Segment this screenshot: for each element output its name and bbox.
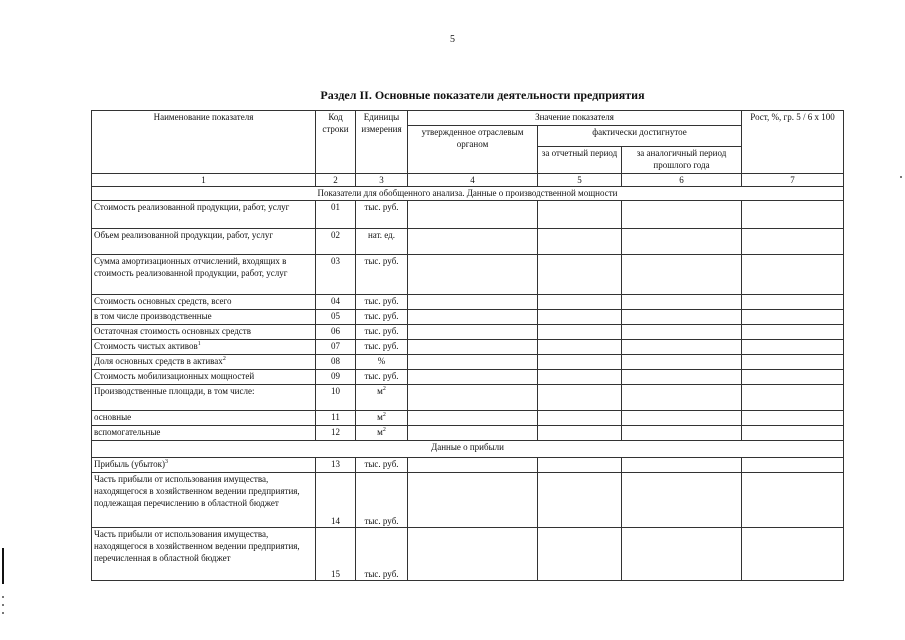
table-row bbox=[92, 295, 844, 310]
cell-prev-year[interactable] bbox=[622, 201, 742, 229]
cell-prev-year[interactable] bbox=[622, 473, 742, 528]
cell-reporting[interactable] bbox=[538, 385, 622, 411]
cell-prev-year[interactable] bbox=[622, 458, 742, 473]
row-unit: тыс. руб. bbox=[356, 310, 408, 325]
cell-prev-year[interactable] bbox=[622, 255, 742, 295]
table-row bbox=[92, 310, 844, 325]
cell-growth[interactable] bbox=[742, 310, 844, 325]
row-code: 12 bbox=[316, 426, 356, 441]
cell-reporting[interactable] bbox=[538, 411, 622, 426]
table-row bbox=[92, 355, 844, 370]
cell-prev-year[interactable] bbox=[622, 295, 742, 310]
scan-edge-dot bbox=[900, 176, 902, 178]
row-unit: тыс. руб. bbox=[356, 528, 408, 581]
col-number: 3 bbox=[356, 174, 408, 187]
unit-text: м bbox=[377, 386, 383, 396]
cell-reporting[interactable] bbox=[538, 310, 622, 325]
header-prev-year-period: за аналогичный период прошлого года bbox=[622, 147, 742, 174]
cell-growth[interactable] bbox=[742, 411, 844, 426]
row-code: 08 bbox=[316, 355, 356, 370]
cell-reporting[interactable] bbox=[538, 528, 622, 581]
row-unit bbox=[356, 411, 408, 426]
row-code: 04 bbox=[316, 295, 356, 310]
header-reporting-period: за отчетный период bbox=[538, 147, 622, 174]
row-unit bbox=[356, 385, 408, 411]
unit-text: м bbox=[377, 427, 383, 437]
cell-growth[interactable] bbox=[742, 355, 844, 370]
cell-approved[interactable] bbox=[408, 355, 538, 370]
table-row bbox=[92, 473, 844, 528]
cell-approved[interactable] bbox=[408, 229, 538, 255]
cell-approved[interactable] bbox=[408, 310, 538, 325]
cell-prev-year[interactable] bbox=[622, 528, 742, 581]
row-name: в том числе производственные bbox=[92, 310, 316, 325]
row-code: 09 bbox=[316, 370, 356, 385]
cell-prev-year[interactable] bbox=[622, 229, 742, 255]
unit-sup: 2 bbox=[382, 427, 386, 433]
row-name bbox=[92, 458, 316, 473]
unit-sup: 2 bbox=[382, 412, 386, 418]
cell-growth[interactable] bbox=[742, 426, 844, 441]
section-profit-title: Данные о прибыли bbox=[92, 441, 844, 458]
row-name: вспомогательные bbox=[92, 426, 316, 441]
row-code: 05 bbox=[316, 310, 356, 325]
unit-sup: 2 bbox=[382, 386, 386, 392]
row-name bbox=[92, 355, 316, 370]
row-code: 06 bbox=[316, 325, 356, 340]
row-unit: % bbox=[356, 355, 408, 370]
header-code: Код строки bbox=[316, 111, 356, 174]
row-unit: тыс. руб. bbox=[356, 201, 408, 229]
row-code: 01 bbox=[316, 201, 356, 229]
cell-reporting[interactable] bbox=[538, 255, 622, 295]
cell-growth[interactable] bbox=[742, 325, 844, 340]
row-code: 03 bbox=[316, 255, 356, 295]
cell-approved[interactable] bbox=[408, 295, 538, 310]
col-number: 7 bbox=[742, 174, 844, 187]
row-name: Часть прибыли от использования имущества, находящегося в хозяйственном ведении предприятия, подлежащая перечислению в областной бюджет bbox=[92, 473, 316, 528]
row-name: основные bbox=[92, 411, 316, 426]
row-unit: тыс. руб. bbox=[356, 340, 408, 355]
cell-approved[interactable] bbox=[408, 255, 538, 295]
cell-prev-year[interactable] bbox=[622, 385, 742, 411]
cell-prev-year[interactable] bbox=[622, 411, 742, 426]
col-number: 1 bbox=[92, 174, 316, 187]
section-title: Раздел II. Основные показатели деятельности предприятия bbox=[320, 88, 645, 102]
footnote-mark: 3 bbox=[164, 459, 168, 465]
row-code: 02 bbox=[316, 229, 356, 255]
table-row bbox=[92, 325, 844, 340]
table-row bbox=[92, 411, 844, 426]
row-code: 07 bbox=[316, 340, 356, 355]
cell-growth[interactable] bbox=[742, 458, 844, 473]
table-row bbox=[92, 458, 844, 473]
table-row bbox=[92, 528, 844, 581]
page-number: 5 bbox=[450, 34, 455, 45]
row-name: Сумма амортизационных отчислений, входящих в стоимость реализованной продукции, работ, услуг bbox=[92, 255, 316, 295]
table-row bbox=[92, 229, 844, 255]
cell-reporting[interactable] bbox=[538, 473, 622, 528]
table-row bbox=[92, 370, 844, 385]
row-code: 13 bbox=[316, 458, 356, 473]
cell-approved[interactable] bbox=[408, 340, 538, 355]
scan-edge-dot bbox=[2, 612, 4, 614]
header-growth: Рост, %, гр. 5 / 6 х 100 bbox=[742, 111, 844, 174]
indicators-table bbox=[91, 110, 844, 581]
row-unit: тыс. руб. bbox=[356, 325, 408, 340]
row-name-text: Стоимость чистых активов bbox=[94, 341, 198, 351]
cell-growth[interactable] bbox=[742, 340, 844, 355]
row-unit: тыс. руб. bbox=[356, 295, 408, 310]
footnote-mark: 2 bbox=[222, 356, 226, 362]
header-name: Наименование показателя bbox=[92, 111, 316, 174]
table-row bbox=[92, 255, 844, 295]
cell-growth[interactable] bbox=[742, 528, 844, 581]
row-unit bbox=[356, 426, 408, 441]
cell-growth[interactable] bbox=[742, 385, 844, 411]
table-row bbox=[92, 340, 844, 355]
cell-growth[interactable] bbox=[742, 473, 844, 528]
cell-reporting[interactable] bbox=[538, 355, 622, 370]
row-unit: тыс. руб. bbox=[356, 255, 408, 295]
cell-prev-year[interactable] bbox=[622, 370, 742, 385]
row-code: 11 bbox=[316, 411, 356, 426]
cell-prev-year[interactable] bbox=[622, 426, 742, 441]
row-name: Производственные площади, в том числе: bbox=[92, 385, 316, 411]
row-name: Часть прибыли от использования имущества, находящегося в хозяйственном ведении предприятия, перечисленная в областной бюджет bbox=[92, 528, 316, 581]
row-name-text: Прибыль (убыток) bbox=[94, 459, 165, 469]
col-number: 2 bbox=[316, 174, 356, 187]
cell-growth[interactable] bbox=[742, 201, 844, 229]
row-name: Стоимость реализованной продукции, работ, услуг bbox=[92, 201, 316, 229]
cell-growth[interactable] bbox=[742, 229, 844, 255]
row-name: Стоимость основных средств, всего bbox=[92, 295, 316, 310]
table-row bbox=[92, 385, 844, 411]
row-code: 14 bbox=[316, 473, 356, 528]
row-name: Остаточная стоимость основных средств bbox=[92, 325, 316, 340]
cell-prev-year[interactable] bbox=[622, 310, 742, 325]
cell-growth[interactable] bbox=[742, 370, 844, 385]
cell-reporting[interactable] bbox=[538, 325, 622, 340]
column-numbers-row bbox=[92, 174, 844, 187]
cell-reporting[interactable] bbox=[538, 201, 622, 229]
cell-approved[interactable] bbox=[408, 201, 538, 229]
cell-reporting[interactable] bbox=[538, 340, 622, 355]
table-row bbox=[92, 426, 844, 441]
col-number: 6 bbox=[622, 174, 742, 187]
cell-growth[interactable] bbox=[742, 255, 844, 295]
col-number: 4 bbox=[408, 174, 538, 187]
cell-reporting[interactable] bbox=[538, 458, 622, 473]
row-name bbox=[92, 340, 316, 355]
cell-approved[interactable] bbox=[408, 426, 538, 441]
cell-reporting[interactable] bbox=[538, 426, 622, 441]
section-row-general bbox=[92, 187, 844, 201]
cell-prev-year[interactable] bbox=[622, 325, 742, 340]
table-row bbox=[92, 201, 844, 229]
cell-approved[interactable] bbox=[408, 370, 538, 385]
header-row-1 bbox=[92, 111, 844, 126]
cell-reporting[interactable] bbox=[538, 295, 622, 310]
cell-approved[interactable] bbox=[408, 528, 538, 581]
cell-reporting[interactable] bbox=[538, 370, 622, 385]
row-name: Объем реализованной продукции, работ, услуг bbox=[92, 229, 316, 255]
cell-approved[interactable] bbox=[408, 325, 538, 340]
cell-approved[interactable] bbox=[408, 385, 538, 411]
unit-text: м bbox=[377, 412, 383, 422]
cell-approved[interactable] bbox=[408, 458, 538, 473]
cell-prev-year[interactable] bbox=[622, 340, 742, 355]
row-name: Стоимость мобилизационных мощностей bbox=[92, 370, 316, 385]
cell-prev-year[interactable] bbox=[622, 355, 742, 370]
cell-reporting[interactable] bbox=[538, 229, 622, 255]
header-approved: утвержденное отраслевым органом bbox=[408, 126, 538, 174]
header-actual: фактически достигнутое bbox=[538, 126, 742, 147]
cell-growth[interactable] bbox=[742, 295, 844, 310]
row-name-text: Доля основных средств в активах bbox=[94, 356, 223, 366]
col-number: 5 bbox=[538, 174, 622, 187]
row-unit: тыс. руб. bbox=[356, 473, 408, 528]
row-unit: тыс. руб. bbox=[356, 458, 408, 473]
row-code: 15 bbox=[316, 528, 356, 581]
cell-approved[interactable] bbox=[408, 411, 538, 426]
scan-edge-dot bbox=[2, 596, 4, 598]
footnote-mark: 1 bbox=[197, 341, 201, 347]
cell-approved[interactable] bbox=[408, 473, 538, 528]
row-unit: нат. ед. bbox=[356, 229, 408, 255]
section-row-profit bbox=[92, 441, 844, 458]
scan-edge-dot bbox=[2, 604, 4, 606]
row-unit: тыс. руб. bbox=[356, 370, 408, 385]
header-value: Значение показателя bbox=[408, 111, 742, 126]
scan-edge-mark bbox=[2, 548, 4, 584]
header-unit: Единицы измерения bbox=[356, 111, 408, 174]
section-general-title: Показатели для обобщенного анализа. Данные о производственной мощности bbox=[92, 187, 844, 201]
row-code: 10 bbox=[316, 385, 356, 411]
